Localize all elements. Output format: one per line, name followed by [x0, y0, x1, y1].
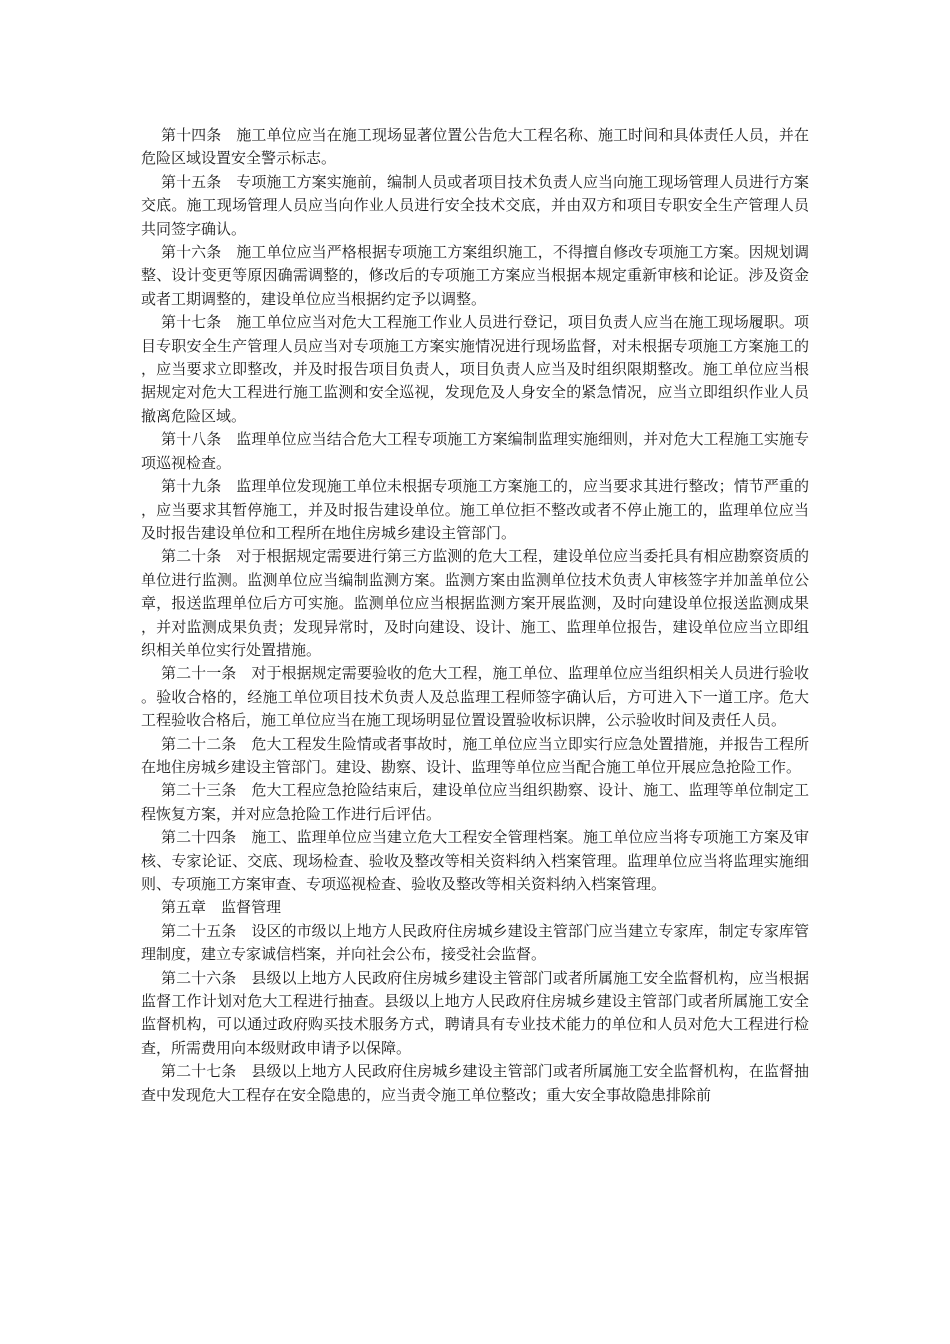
article-text: 施工、监理单位应当建立危大工程安全管理档案。施工单位应当将专项施工方案及审核、专家论证、交底、现场检查、验收及整改等相关资料纳入档案管理。监理单位应当将监理实施细则、专项施工方案审查、专项巡视检查、验收及整改等相关资料纳入档案管理。: [141, 828, 809, 893]
article-27: [141, 1060, 809, 1107]
chapter-title: 监督管理: [221, 898, 282, 917]
article-23: [141, 779, 809, 826]
article-number: 第十八条: [161, 430, 222, 449]
article-text: 危大工程应急抢险结束后，建设单位应当组织勘察、设计、施工、监理等单位制定工程恢复方案，并对应急抢险工作进行后评估。: [141, 781, 809, 823]
article-number: 第二十一条: [161, 664, 237, 683]
article-15: [141, 171, 809, 241]
document-body: [141, 124, 809, 1107]
article-16: [141, 241, 809, 311]
article-text: 监理单位应当结合危大工程专项施工方案编制监理实施细则，并对危大工程施工实施专项巡视检查。: [141, 430, 809, 472]
article-21: [141, 662, 809, 732]
article-number: 第十九条: [161, 477, 222, 496]
article-22: [141, 733, 809, 780]
article-text: 县级以上地方人民政府住房城乡建设主管部门或者所属施工安全监督机构，在监督抽查中发现危大工程存在安全隐患的，应当责令施工单位整改；重大安全事故隐患排除前: [141, 1062, 809, 1104]
article-number: 第二十四条: [161, 828, 237, 847]
article-number: 第十七条: [161, 313, 222, 332]
article-text: 施工单位应当严格根据专项施工方案组织施工，不得擅自修改专项施工方案。因规划调整、设计变更等原因确需调整的，修改后的专项施工方案应当根据本规定重新审核和论证。涉及资金或者工期调整的，建设单位应当根据约定予以调整。: [141, 243, 809, 308]
chapter-number: 第五章: [161, 898, 207, 917]
article-number: 第二十七条: [161, 1062, 237, 1081]
article-number: 第十四条: [161, 126, 222, 144]
article-text: 施工单位应当在施工现场显著位置公告危大工程名称、施工时间和具体责任人员，并在危险区域设置安全警示标志。: [141, 126, 809, 168]
article-text: 对于根据规定需要进行第三方监测的危大工程，建设单位应当委托具有相应勘察资质的单位进行监测。监测单位应当编制监测方案。监测方案由监测单位技术负责人审核签字并加盖单位公章，报送监理单位后方可实施。监测单位应当根据监测方案开展监测，及时向建设单位报送监测成果，并对监测成果负责；发现异常时，及时向建设、设计、施工、监理单位报告，建设单位应当立即组织相关单位实行处置措施。: [141, 547, 809, 659]
article-17: [141, 311, 809, 428]
article-number: 第十五条: [161, 172, 222, 191]
article-text: 县级以上地方人民政府住房城乡建设主管部门或者所属施工安全监督机构，应当根据监督工作计划对危大工程进行抽查。县级以上地方人民政府住房城乡建设主管部门或者所属施工安全监督机构，可以通过政府购买技术服务方式，聘请具有专业技术能力的单位和人员对危大工程进行检查，所需费用向本级财政申请予以保障。: [141, 968, 809, 1057]
article-14: [141, 124, 809, 171]
article-text: 设区的市级以上地方人民政府住房城乡建设主管部门应当建立专家库，制定专家库管理制度，建立专家诚信档案，并向社会公布，接受社会监督。: [141, 921, 809, 964]
article-number: 第十六条: [161, 243, 222, 262]
article-number: 第二十条: [161, 547, 222, 566]
article-24: [141, 826, 809, 896]
article-text: 监理单位发现施工单位未根据专项施工方案施工的，应当要求其进行整改；情节严重的，应当要求其暂停施工，并及时报告建设单位。施工单位拒不整改或者不停止施工的，监理单位应当及时报告建设单位和工程所在地住房城乡建设主管部门。: [141, 477, 809, 542]
article-25: [141, 920, 809, 967]
article-26: [141, 967, 809, 1061]
article-18: [141, 428, 809, 475]
article-text: 专项施工方案实施前，编制人员或者项目技术负责人应当向施工现场管理人员进行方案交底。施工现场管理人员应当向作业人员进行安全技术交底，并由双方和项目专职安全生产管理人员共同签字确认。: [141, 172, 809, 238]
chapter-heading: [141, 896, 809, 919]
article-20: [141, 545, 809, 662]
article-number: 第二十五条: [161, 921, 237, 940]
article-19: [141, 475, 809, 545]
article-number: 第二十三条: [161, 781, 237, 800]
article-text: 对于根据规定需要验收的危大工程，施工单位、监理单位应当组织相关人员进行验收。验收合格的，经施工单位项目技术负责人及总监理工程师签字确认后，方可进入下一道工序。危大工程验收合格后，施工单位应当在施工现场明显位置设置验收标识牌，公示验收时间及责任人员。: [141, 664, 809, 730]
article-text: 危大工程发生险情或者事故时，施工单位应当立即实行应急处置措施，并报告工程所在地住房城乡建设主管部门。建设、勘察、设计、监理等单位应当配合施工单位开展应急抢险工作。: [141, 734, 809, 776]
article-text: 施工单位应当对危大工程施工作业人员进行登记，项目负责人应当在施工现场履职。项目专职安全生产管理人员应当对专项施工方案实施情况进行现场监督，对未根据专项施工方案施工的，应当要求立即整改，并及时报告项目负责人，项目负责人应当及时组织限期整改。施工单位应当根据规定对危大工程进行施工监测和安全巡视，发现危及人身安全的紧急情况，应当立即组织作业人员撤离危险区域。: [141, 313, 809, 425]
article-number: 第二十二条: [161, 734, 237, 753]
article-number: 第二十六条: [161, 968, 237, 987]
